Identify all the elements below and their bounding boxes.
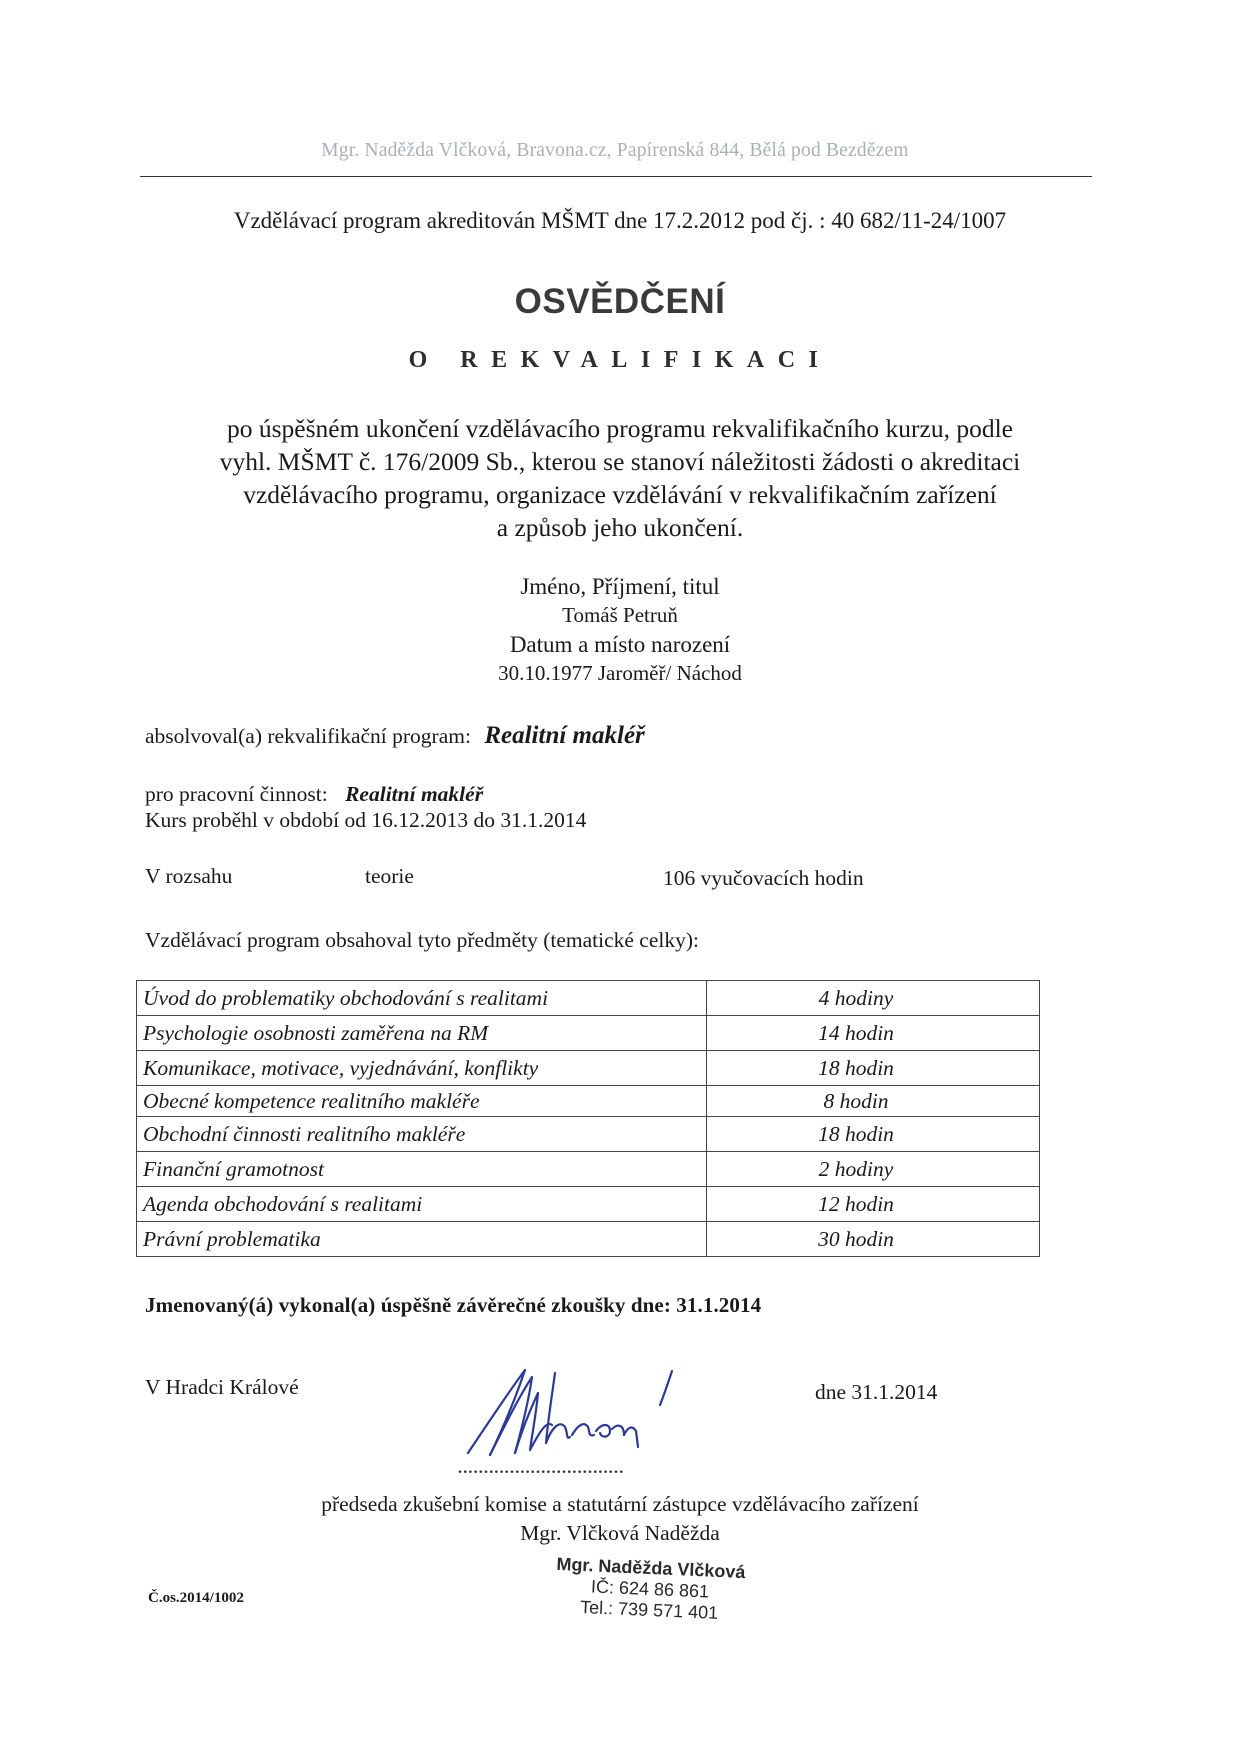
signature-date: dne 31.1.2014 [815,1380,938,1404]
subject-name: Psychologie osobnosti zaměřena na RM [137,1016,707,1051]
subject-name: Právní problematika [137,1222,707,1257]
certificate-subtitle: O REKVALIFIKACI [408,347,832,373]
person-name: Tomáš Petruň [562,603,678,627]
subject-name: Agenda obchodování s realitami [137,1187,707,1222]
table-row [137,1187,1040,1222]
subject-hours: 18 hodin [707,1117,1040,1152]
subject-hours: 4 hodiny [707,981,1040,1016]
scope-type: teorie [365,864,414,888]
letterhead-divider [140,176,1092,177]
birth-value: 30.10.1977 Jaroměř/ Náchod [498,661,742,685]
stamp-tel: Tel.: 739 571 401 [579,1596,719,1623]
stamp-ic: IČ: 624 86 861 [590,1576,710,1602]
activity-label: pro pracovní činnost: [145,782,328,806]
name-label: Jméno, Příjmení, titul [520,574,720,599]
completed-program-label: absolvoval(a) rekvalifikační program: [145,724,471,748]
person-block [0,572,1240,688]
certificate-intro [140,412,1100,544]
letterhead: Mgr. Naděžda Vlčková, Bravona.cz, Papírenská 844, Bělá pod Bezdězem [321,140,909,161]
table-row [137,1051,1040,1086]
subjects-table [136,980,1040,1257]
subjects-label: Vzdělávací program obsahoval tyto předměty (tematické celky): [145,928,700,952]
subject-hours: 14 hodin [707,1016,1040,1051]
subject-hours: 2 hodiny [707,1152,1040,1187]
activity-line [145,782,483,807]
scope-label: V rozsahu [145,864,233,888]
signer-block [0,1490,1240,1548]
intro-line: po úspěšném ukončení vzdělávacího programu rekvalifikačního kurzu, podle [227,414,1013,443]
table-row [137,1086,1040,1117]
completed-program-value: Realitní makléř [484,722,645,749]
subject-name: Finanční gramotnost [137,1152,707,1187]
intro-line: vyhl. MŠMT č. 176/2009 Sb., kterou se stanoví náležitosti žádosti o akreditaci [219,447,1021,476]
subject-name: Obchodní činnosti realitního makléře [137,1117,707,1152]
subject-hours: 8 hodin [707,1086,1040,1117]
intro-line: a způsob jeho ukončení. [496,513,744,542]
stamp-name: Mgr. Naděžda Vlčková [556,1553,746,1583]
birth-label: Datum a místo narození [509,632,731,657]
table-row [137,1016,1040,1051]
signer-role: předseda zkušební komise a statutární zástupce vzdělávacího zařízení [321,1492,919,1516]
table-row [137,1117,1040,1152]
accreditation-line: Vzdělávací program akreditován MŠMT dne 17.2.2012 pod čj. : 40 682/11-24/1007 [233,208,1007,233]
table-row [137,1222,1040,1257]
subject-hours: 18 hodin [707,1051,1040,1086]
completed-program-line [145,722,645,750]
exam-statement: Jmenovaný(á) vykonal(a) úspěšně závěrečné zkoušky dne: 31.1.2014 [145,1293,762,1317]
signature-dotted-line: ................................ [458,1460,625,1477]
subject-name: Komunikace, motivace, vyjednávání, konflikty [137,1051,707,1086]
course-period: Kurs proběhl v období od 16.12.2013 do 31.1.2014 [145,808,587,832]
document-number: Č.os.2014/1002 [148,1590,244,1606]
subject-hours: 30 hodin [707,1222,1040,1257]
handwritten-signature-icon [460,1365,740,1465]
signature-place: V Hradci Králové [145,1375,299,1399]
table-row [137,981,1040,1016]
subject-name: Obecné kompetence realitního makléře [137,1086,707,1117]
scope-hours: 106 vyučovacích hodin [663,866,864,890]
subject-name: Úvod do problematiky obchodování s realitami [137,981,707,1016]
intro-line: vzdělávacího programu, organizace vzdělávání v rekvalifikačním zařízení [243,480,997,509]
official-stamp [519,1552,782,1626]
subject-hours: 12 hodin [707,1187,1040,1222]
table-row [137,1152,1040,1187]
certificate-title: OSVĚDČENÍ [514,282,726,321]
signer-name: Mgr. Vlčková Naděžda [520,1521,720,1545]
activity-value: Realitní makléř [345,782,484,806]
